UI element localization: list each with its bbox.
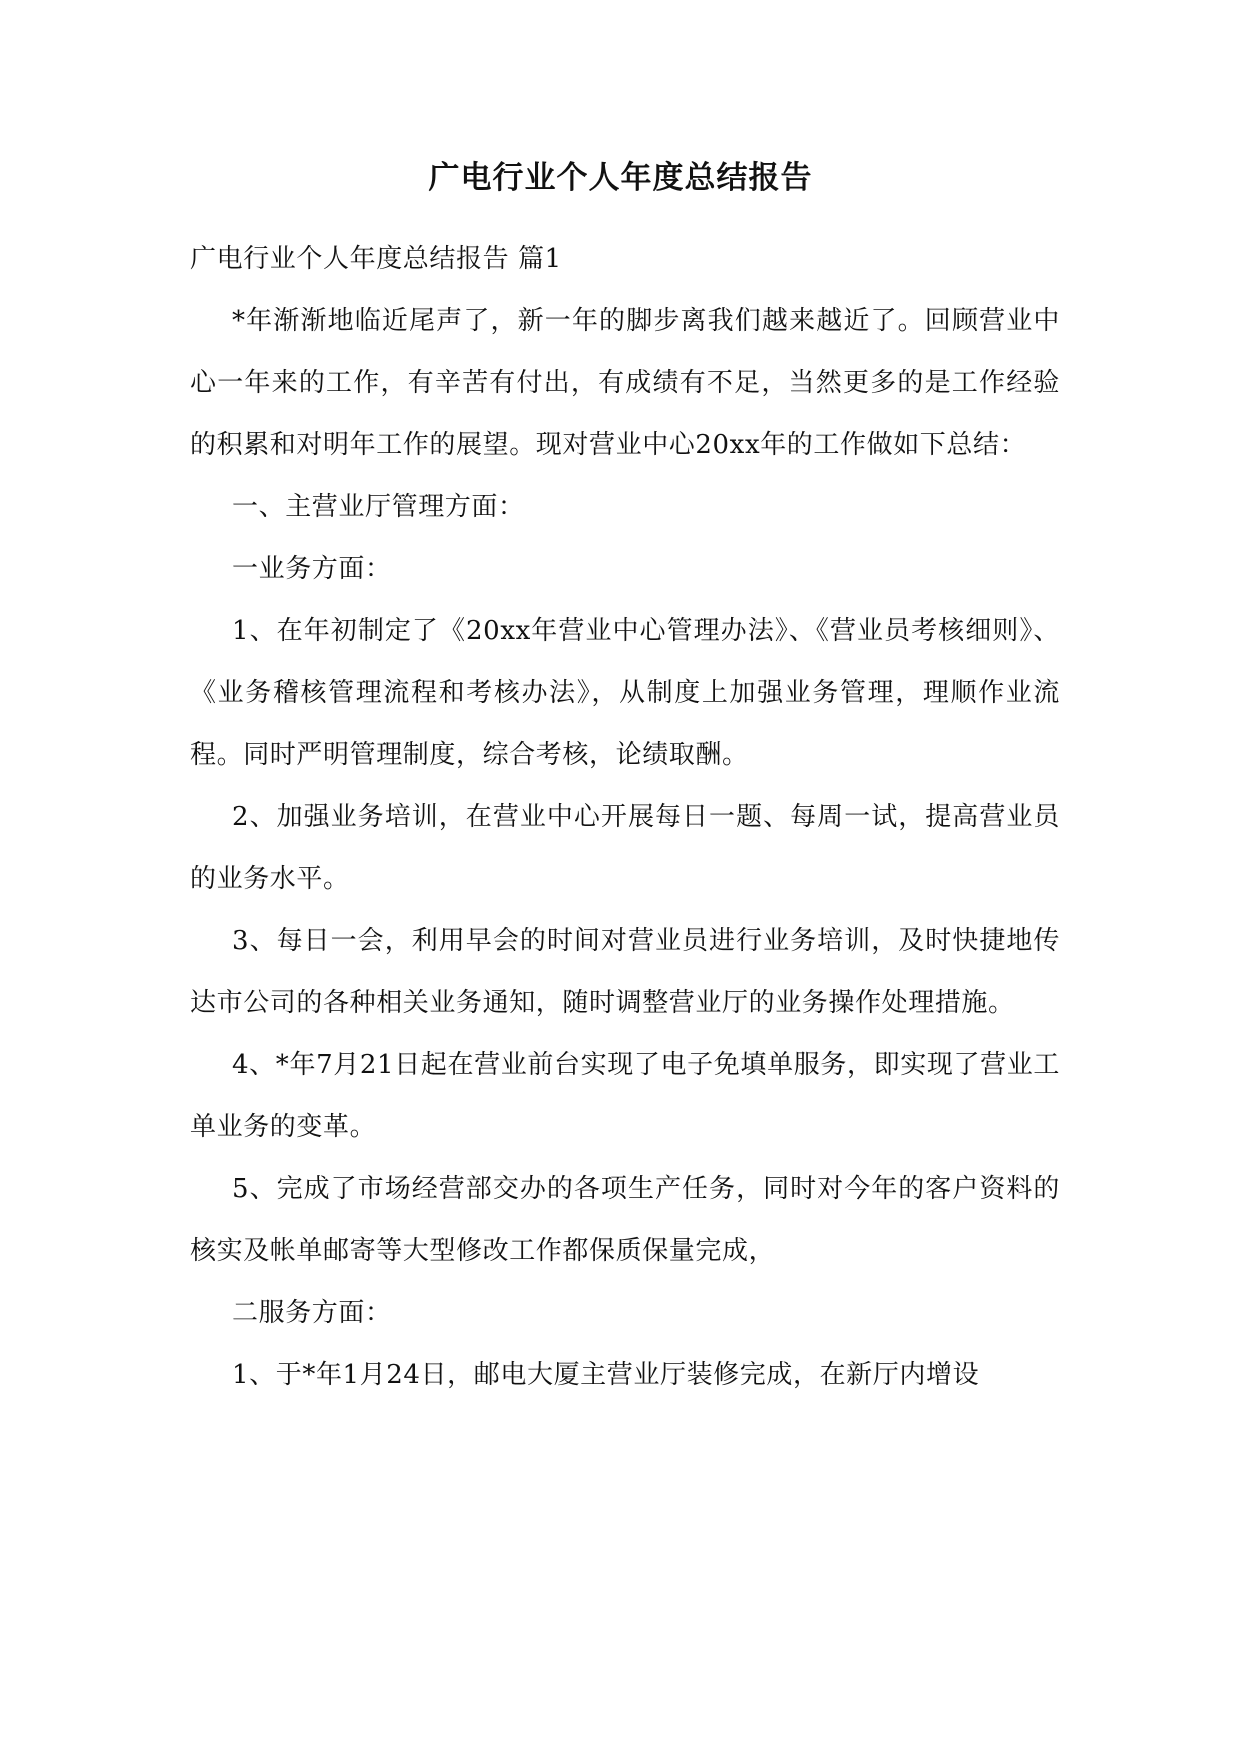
paragraph: 2、加强业务培训，在营业中心开展每日一题、每周一试，提高营业员的业务水平。 [190, 802, 1060, 894]
paragraph: 1、于*年1月24日，邮电大厦主营业厅装修完成，在新厅内增设 [232, 1360, 980, 1390]
paragraph: 5、完成了市场经营部交办的各项生产任务，同时对今年的客户资料的核实及帐单邮寄等大型修改工作都保质保量完成， [190, 1174, 1060, 1266]
document-title: 广电行业个人年度总结报告 [428, 160, 813, 196]
paragraph: 一业务方面： [232, 554, 392, 584]
document-body [190, 228, 1060, 1406]
paragraph: 4、*年7月21日起在营业前台实现了电子免填单服务，即实现了营业工单业务的变革。 [190, 1050, 1060, 1142]
paragraph: 一、主营业厅管理方面： [232, 492, 525, 522]
section-heading: 广电行业个人年度总结报告 篇1 [190, 244, 562, 274]
paragraph: 3、每日一会，利用早会的时间对营业员进行业务培训，及时快捷地传达市公司的各种相关业务通知，随时调整营业厅的业务操作处理措施。 [190, 926, 1060, 1018]
paragraph: *年渐渐地临近尾声了，新一年的脚步离我们越来越近了。回顾营业中心一年来的工作，有辛苦有付出，有成绩有不足，当然更多的是工作经验的积累和对明年工作的展望。现对营业中心20xx年的工作做如下总结： [190, 306, 1060, 460]
paragraph: 1、在年初制定了《20xx年营业中心管理办法》、《营业员考核细则》、《业务稽核管理流程和考核办法》，从制度上加强业务管理，理顺作业流程。同时严明管理制度，综合考核，论绩取酬。 [190, 616, 1060, 770]
paragraph: 二服务方面： [232, 1298, 392, 1328]
